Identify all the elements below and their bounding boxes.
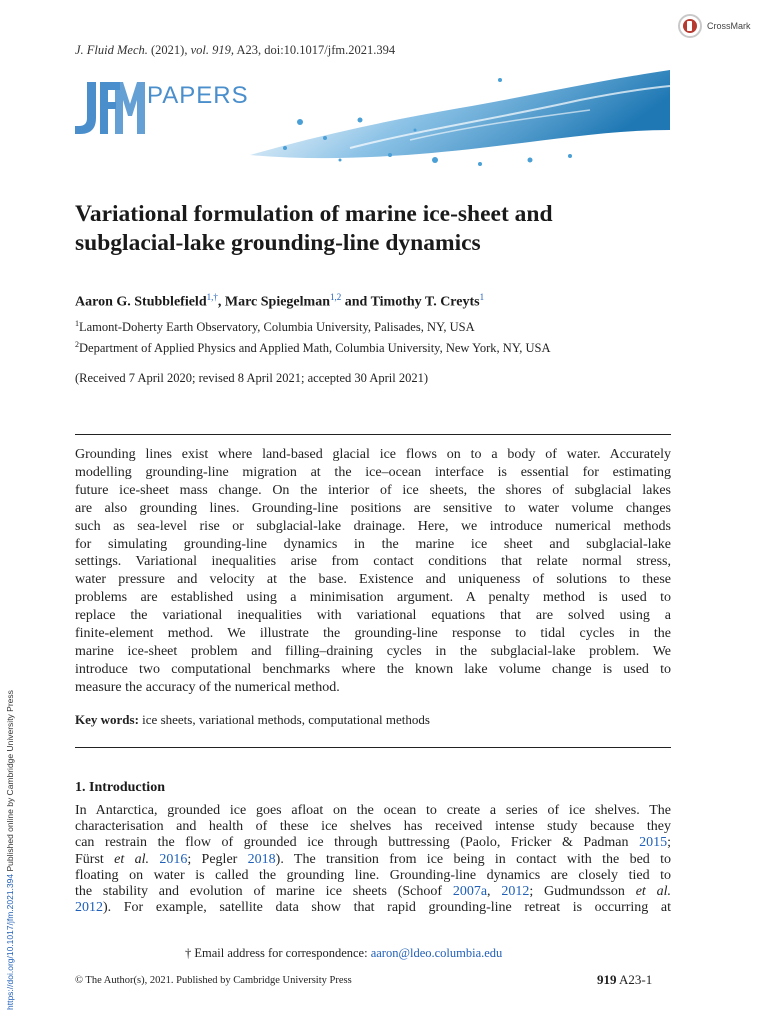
citation-link[interactable]: 2018: [247, 851, 276, 867]
crossmark-icon: [678, 14, 702, 38]
body-line: [75, 884, 671, 900]
body-line: [75, 900, 671, 916]
abstract-line: settings. Variational inequalities arise from contact conditions that relate normal stress,: [75, 554, 671, 570]
body-text: the stability and evolution of marine ice sheets (Schoof: [75, 884, 453, 900]
citation-link[interactable]: 2012: [75, 900, 103, 916]
page-article: A23-1: [619, 972, 653, 987]
body-line: [75, 852, 671, 868]
author-separator: and: [341, 294, 371, 310]
citation-volume: vol. 919,: [190, 43, 234, 57]
affiliation-1: [75, 319, 475, 335]
title-line-2: subglacial-lake grounding-line dynamics: [75, 230, 481, 256]
citation-link[interactable]: 2016: [159, 851, 188, 867]
keywords: [75, 712, 430, 728]
copyright-notice: © The Author(s), 2021. Published by Cambridge University Press: [75, 975, 352, 986]
affiliation-text: Lamont-Doherty Earth Observatory, Columbia University, Palisades, NY, USA: [79, 320, 475, 335]
keywords-text: ice sheets, variational methods, computational methods: [142, 712, 430, 727]
crossmark-label: CrossMark: [707, 21, 751, 31]
abstract-line: Grounding lines exist where land-based glacial ice flows on to a body of water. Accurately: [75, 447, 671, 462]
footnote-mark: †: [185, 946, 192, 960]
citation-year: (2021),: [151, 43, 188, 57]
abstract-line: replace the variational inequalities with variational equations that are solved using a: [75, 608, 671, 624]
affiliation-number: 2: [75, 340, 79, 349]
papers-label: PAPERS: [147, 82, 249, 109]
author-list: [75, 292, 484, 311]
body-line: In Antarctica, grounded ice goes afloat on the ocean to create a series of ice shelves. The: [75, 803, 671, 818]
abstract-line: are also grounding lines. Grounding-line positions are sensitive to water volume changes: [75, 500, 671, 516]
abstract-line: problems are established using a minimisation argument. A penalty method is used to: [75, 590, 671, 606]
abstract-line: modelling grounding-line migration at the ice–ocean interface is essential for estimating: [75, 464, 671, 480]
body-text: ; Pegler: [187, 851, 248, 867]
abstract-line: marine ice-sheet problem and filling–draining cycles in the subglacial-lake problem. We: [75, 643, 671, 659]
author-separator: ,: [217, 294, 225, 310]
citation-doi: A23, doi:10.1017/jfm.2021.394: [236, 43, 396, 57]
affiliation-text: Department of Applied Physics and Applied Math, Columbia University, New York, NY, USA: [79, 341, 551, 356]
journal-name: J. Fluid Mech.: [75, 43, 148, 57]
keywords-label: Key words:: [75, 712, 139, 727]
affiliation-number: 1: [75, 319, 79, 328]
section-heading: 1. Introduction: [75, 780, 165, 795]
page-volume: 919: [597, 972, 617, 987]
paper-title: [75, 200, 695, 258]
author-2-affil-link[interactable]: 1,2: [329, 292, 342, 302]
body-text: can restrain the flow of grounded ice through buttressing (Paolo, Fricker & Padman: [75, 835, 640, 851]
received-dates: (Received 7 April 2020; revised 8 April 2021; accepted 30 April 2021): [75, 371, 429, 385]
author-3-affil-link[interactable]: 1: [479, 292, 485, 302]
citation-line: [75, 43, 395, 58]
abstract: [75, 446, 671, 697]
abstract-line: finite-element method. We illustrate the grounding-line response to tidal cycles in the: [75, 626, 671, 642]
abstract-line: such as sea-level rise or subglacial-lake drainage. Here, we introduce numerical methods: [75, 518, 671, 534]
abstract-line: future ice-sheet mass change. On the interior of ice sheets, the shores of subglacial lakes: [75, 482, 671, 498]
sidebar-text: Published online by Cambridge University Press: [5, 690, 15, 874]
body-line: [75, 835, 671, 851]
footnote-label: Email address for correspondence:: [194, 946, 371, 960]
title-line-1: Variational formulation of marine ice-sheet and: [75, 201, 553, 227]
body-line: floating on water is called the grounding line. Grounding-line dynamics are closely tied to: [75, 867, 671, 883]
jfm-logo: [75, 80, 149, 143]
body-line: characterisation and health of these ice shelves has received intense study because they: [75, 819, 671, 835]
correspondence-footnote: [185, 946, 502, 961]
publication-sidebar: [5, 650, 15, 1010]
citation-link[interactable]: 2012: [501, 884, 530, 900]
body-text: ,: [487, 884, 502, 900]
abstract-line: for simulating grounding-line dynamics in the marine ice sheet and subglacial-lake: [75, 536, 671, 552]
abstract-top-rule: [75, 434, 671, 435]
citation-link[interactable]: 2007a: [452, 884, 488, 900]
page-number: [597, 972, 652, 988]
body-text: ). The transition from ice being in contact with the bed to: [275, 851, 672, 867]
abstract-line: water pressure and velocity at the base. Existence and uniqueness of solutions to these: [75, 572, 671, 588]
affiliation-2: [75, 340, 551, 356]
water-splash-graphic: [230, 60, 670, 175]
author-1: Aaron G. Stubblefield: [75, 294, 207, 310]
body-text: ; Gudmundsson: [529, 884, 636, 900]
abstract-line: introduce two computational benchmarks where the known lake volume change is used to: [75, 661, 671, 677]
introduction-text: [75, 803, 671, 916]
abstract-line: measure the accuracy of the numerical method.: [75, 679, 340, 695]
email-link[interactable]: aaron@ldeo.columbia.edu: [370, 946, 503, 960]
author-2: Marc Spiegelman: [224, 294, 330, 310]
et-al: et al.: [114, 851, 149, 867]
abstract-bottom-rule: [75, 747, 671, 748]
author-1-affil-link[interactable]: 1,†: [206, 292, 218, 302]
citation-link[interactable]: 2015: [639, 835, 668, 851]
crossmark-button[interactable]: [678, 14, 751, 38]
body-text: ). For example, satellite data show that rapid grounding-line retreat is occurring at: [103, 900, 671, 916]
body-text: ;: [667, 835, 671, 851]
body-text: Fürst: [75, 851, 115, 867]
doi-link[interactable]: https://doi.org/10.1017/jfm.2021.394: [5, 873, 15, 1010]
et-al: et al.: [635, 884, 672, 900]
author-3: Timothy T. Creyts: [370, 294, 480, 310]
